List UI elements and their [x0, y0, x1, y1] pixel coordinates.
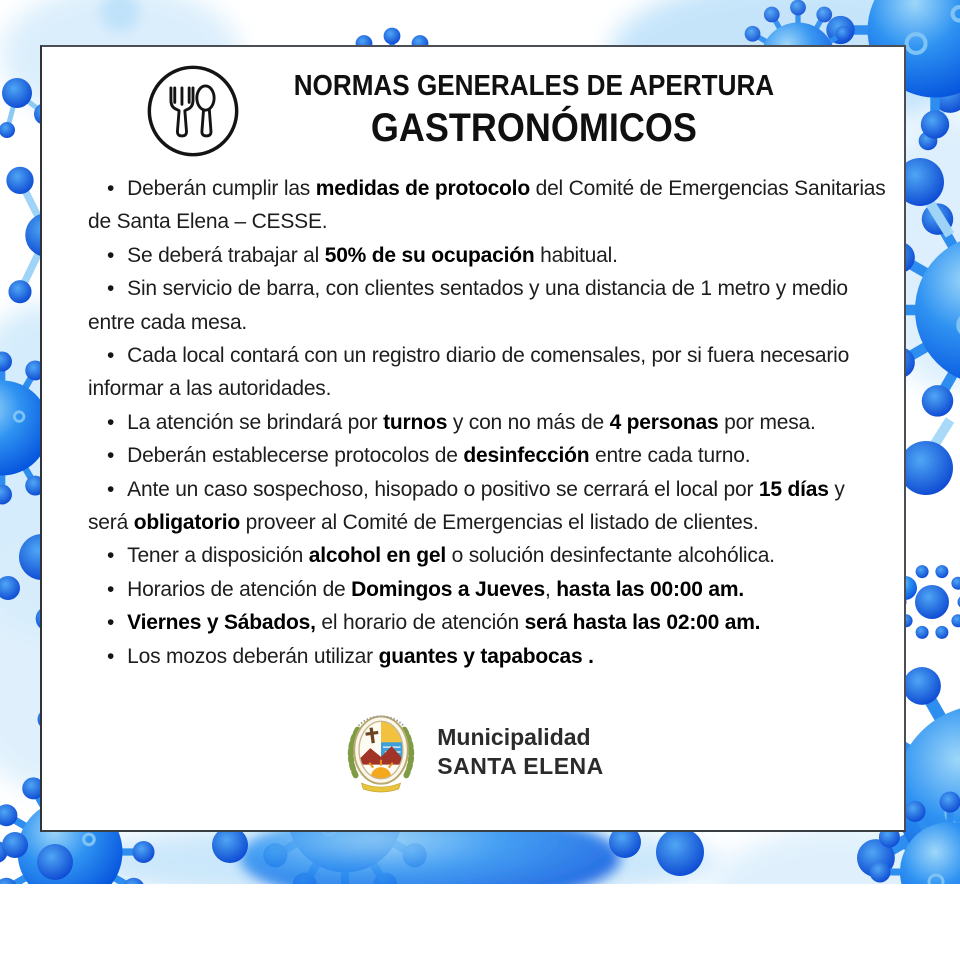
rule-text-bold: Domingos a Jueves [351, 577, 546, 601]
bullet-icon: • [107, 544, 115, 568]
rule-item [88, 640, 886, 673]
bullet-icon: • [107, 577, 115, 601]
page-title: NORMAS GENERALES DE APERTURA [293, 70, 775, 102]
rule-text: Deberán cumplir las [127, 177, 316, 200]
rule-item [88, 606, 886, 639]
rule-item [88, 272, 886, 339]
santa-elena-crest-logo [342, 707, 420, 797]
rule-item [88, 239, 886, 272]
rule-text: , [545, 577, 557, 601]
notice-card [40, 45, 906, 832]
rule-item [88, 172, 886, 239]
bullet-icon: • [107, 477, 115, 501]
page-subtitle: GASTRONÓMICOS [370, 106, 697, 150]
rule-text-bold: hasta las 00:00 am. [556, 577, 744, 601]
title-block [267, 70, 801, 151]
bullet-icon: • [107, 177, 115, 200]
rule-text: Tener a disposición [127, 544, 309, 568]
rule-text-bold: turnos [383, 410, 448, 434]
rule-text: Se deberá trabajar al [127, 243, 325, 267]
rule-text: habitual. [534, 243, 618, 267]
rule-item [88, 473, 886, 540]
rule-text: y será [88, 477, 845, 535]
fork-spoon-icon [145, 63, 241, 159]
rule-item [88, 439, 886, 472]
bullet-icon: • [107, 243, 115, 267]
rule-text: Sin servicio de barra, con clientes sentados y una distancia de 1 metro y medio entre cada mesa. [88, 277, 848, 334]
bullet-icon: • [107, 644, 115, 668]
bullet-icon: • [107, 410, 115, 434]
rule-text: Horarios de atención de [127, 577, 352, 601]
rule-text: del Comité de Emergencias Sanitarias de Santa Elena – CESSE. [88, 177, 886, 234]
bullet-icon: • [107, 611, 115, 635]
rules-list [42, 172, 904, 673]
rule-item [88, 339, 886, 406]
rule-text: Cada local contará con un registro diario de comensales, por si fuera necesario informar a las autoridades. [88, 344, 850, 401]
rule-text: o solución desinfectante alcohólica. [446, 544, 775, 568]
rule-text-bold: será hasta las 02:00 am. [524, 611, 761, 635]
rule-item [88, 539, 886, 572]
rule-text-bold: desinfección [463, 444, 590, 468]
rule-text: Los mozos deberán utilizar [127, 644, 379, 668]
rule-text-bold: alcohol en gel [308, 544, 446, 568]
rule-text: el horario de atención [315, 611, 525, 635]
rule-text-bold: medidas de protocolo [315, 177, 530, 200]
rule-text-bold: 4 personas [609, 410, 719, 434]
rule-item [88, 406, 886, 439]
rule-text: proveer al Comité de Emergencias el listado de clientes. [239, 511, 759, 535]
org-city: SANTA ELENA [437, 753, 604, 780]
rule-text: La atención se brindará por [127, 410, 384, 434]
org-text-block [437, 723, 604, 781]
rule-text-bold: guantes y tapabocas . [378, 644, 594, 668]
rule-text: Deberán establecerse protocolos de [127, 444, 464, 468]
rule-text-bold: 50% de su ocupación [324, 243, 535, 267]
rule-item [88, 573, 886, 606]
bullet-icon: • [107, 277, 115, 301]
rule-text-bold: 15 días [758, 477, 829, 501]
notice-header [42, 47, 904, 159]
rule-text: Ante un caso sospechoso, hisopado o positivo se cerrará el local por [127, 477, 759, 501]
rule-text: por mesa. [718, 410, 816, 434]
rule-text: y con no más de [447, 410, 610, 434]
rule-text: entre cada turno. [589, 444, 751, 468]
rule-text-bold: obligatorio [133, 511, 240, 535]
org-name: Municipalidad [437, 724, 591, 751]
footer [42, 707, 904, 797]
rule-text-bold: Viernes y Sábados, [127, 611, 316, 635]
bullet-icon: • [107, 344, 115, 368]
bullet-icon: • [107, 444, 115, 468]
